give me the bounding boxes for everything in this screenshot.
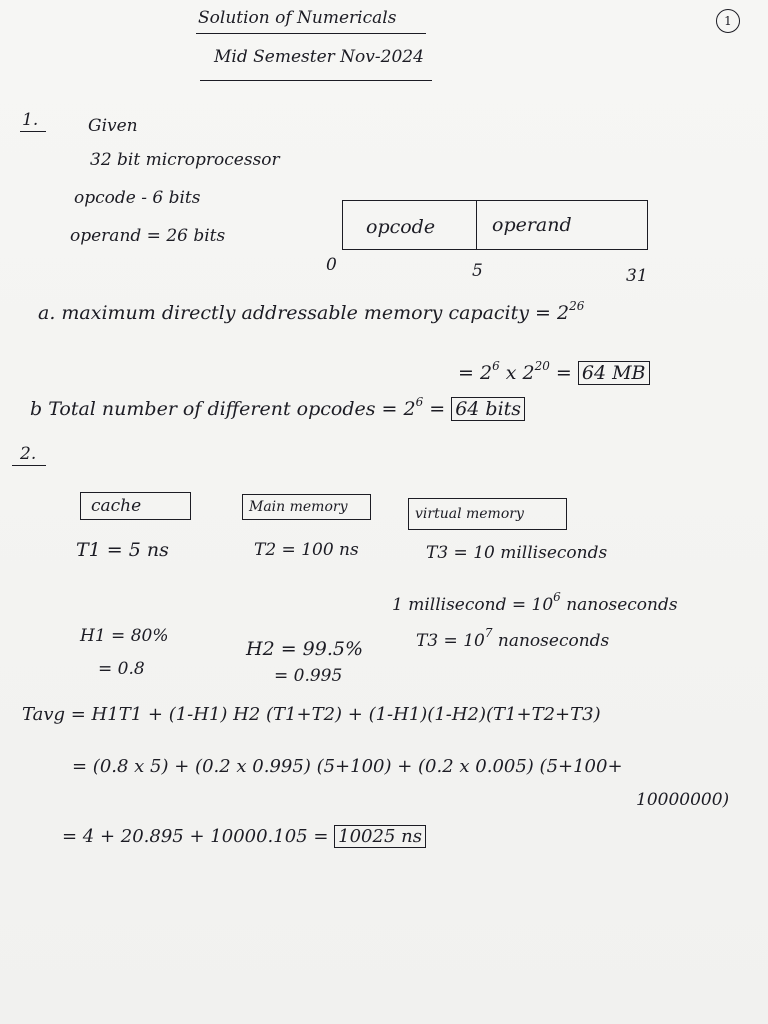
page-subtitle: Mid Semester Nov-2024 — [214, 47, 424, 67]
opcode-field: opcode — [366, 216, 436, 238]
answer-tavg: 10025 ns — [334, 825, 426, 848]
bit-0-label: 0 — [326, 255, 337, 275]
h1-value: H1 = 80% — [80, 626, 169, 646]
tavg-step1-cont: 10000000) — [636, 790, 730, 810]
page-number: 1 — [716, 9, 740, 33]
h1-decimal: = 0.8 — [98, 659, 145, 679]
h2-value: H2 = 99.5% — [246, 638, 364, 660]
tavg-step2: = 4 + 20.895 + 10000.105 = 10025 ns — [62, 828, 426, 846]
answer-64bits: 64 bits — [451, 397, 525, 421]
tavg-step1: = (0.8 x 5) + (0.2 x 0.995) (5+100) + (0.2 x 0.005) (5+100+ — [72, 756, 623, 777]
virtual-memory-box: virtual memory — [408, 498, 567, 530]
cache-box: cache — [80, 492, 191, 520]
subtitle-underline — [200, 80, 432, 81]
q2-label: 2. — [20, 444, 37, 464]
q1-label: 1. — [22, 110, 39, 130]
q1-part-a-result-line: = $2^6$ x $2^{20} = 64$ MB — [458, 360, 650, 383]
q2-label-underline — [12, 465, 46, 466]
field-divider — [476, 201, 477, 249]
bit-31-label: 31 — [626, 266, 648, 286]
q1-line1: 32 bit microprocessor — [90, 150, 280, 170]
tavg-formula: Tavg = H1T1 + (1-H1) H2 (T1+T2) + (1-H1)(1-H2)(T1+T2+T3) — [22, 704, 601, 725]
t3-nanoseconds: $T3 = 10^7$ nanoseconds — [416, 626, 610, 651]
operand-field: operand — [492, 214, 572, 236]
h2-decimal: = 0.995 — [274, 666, 343, 686]
q1-part-a: a. maximum directly addressable memory capacity = $2^{26}$ — [38, 299, 585, 324]
q1-given: Given — [88, 116, 138, 136]
bit-5-label: 5 — [472, 261, 483, 281]
t1-value: T1 = 5 ns — [76, 539, 169, 561]
q1-line2: opcode - 6 bits — [74, 188, 201, 208]
main-memory-box: Main memory — [242, 494, 371, 520]
ms-conversion: 1 millisecond = $10^6$ nanoseconds — [392, 590, 678, 615]
t3-value: T3 = 10 milliseconds — [426, 543, 608, 563]
page-title: Solution of Numericals — [198, 8, 397, 28]
answer-64mb: 64 MB — [578, 361, 650, 385]
q1-part-b: b Total number of different opcodes = $2^6 = 64$ bits — [30, 396, 525, 419]
q1-label-underline — [20, 131, 46, 132]
t2-value: T2 = 100 ns — [254, 540, 359, 560]
q1-line3: operand = 26 bits — [70, 226, 226, 246]
title-underline — [196, 33, 426, 34]
